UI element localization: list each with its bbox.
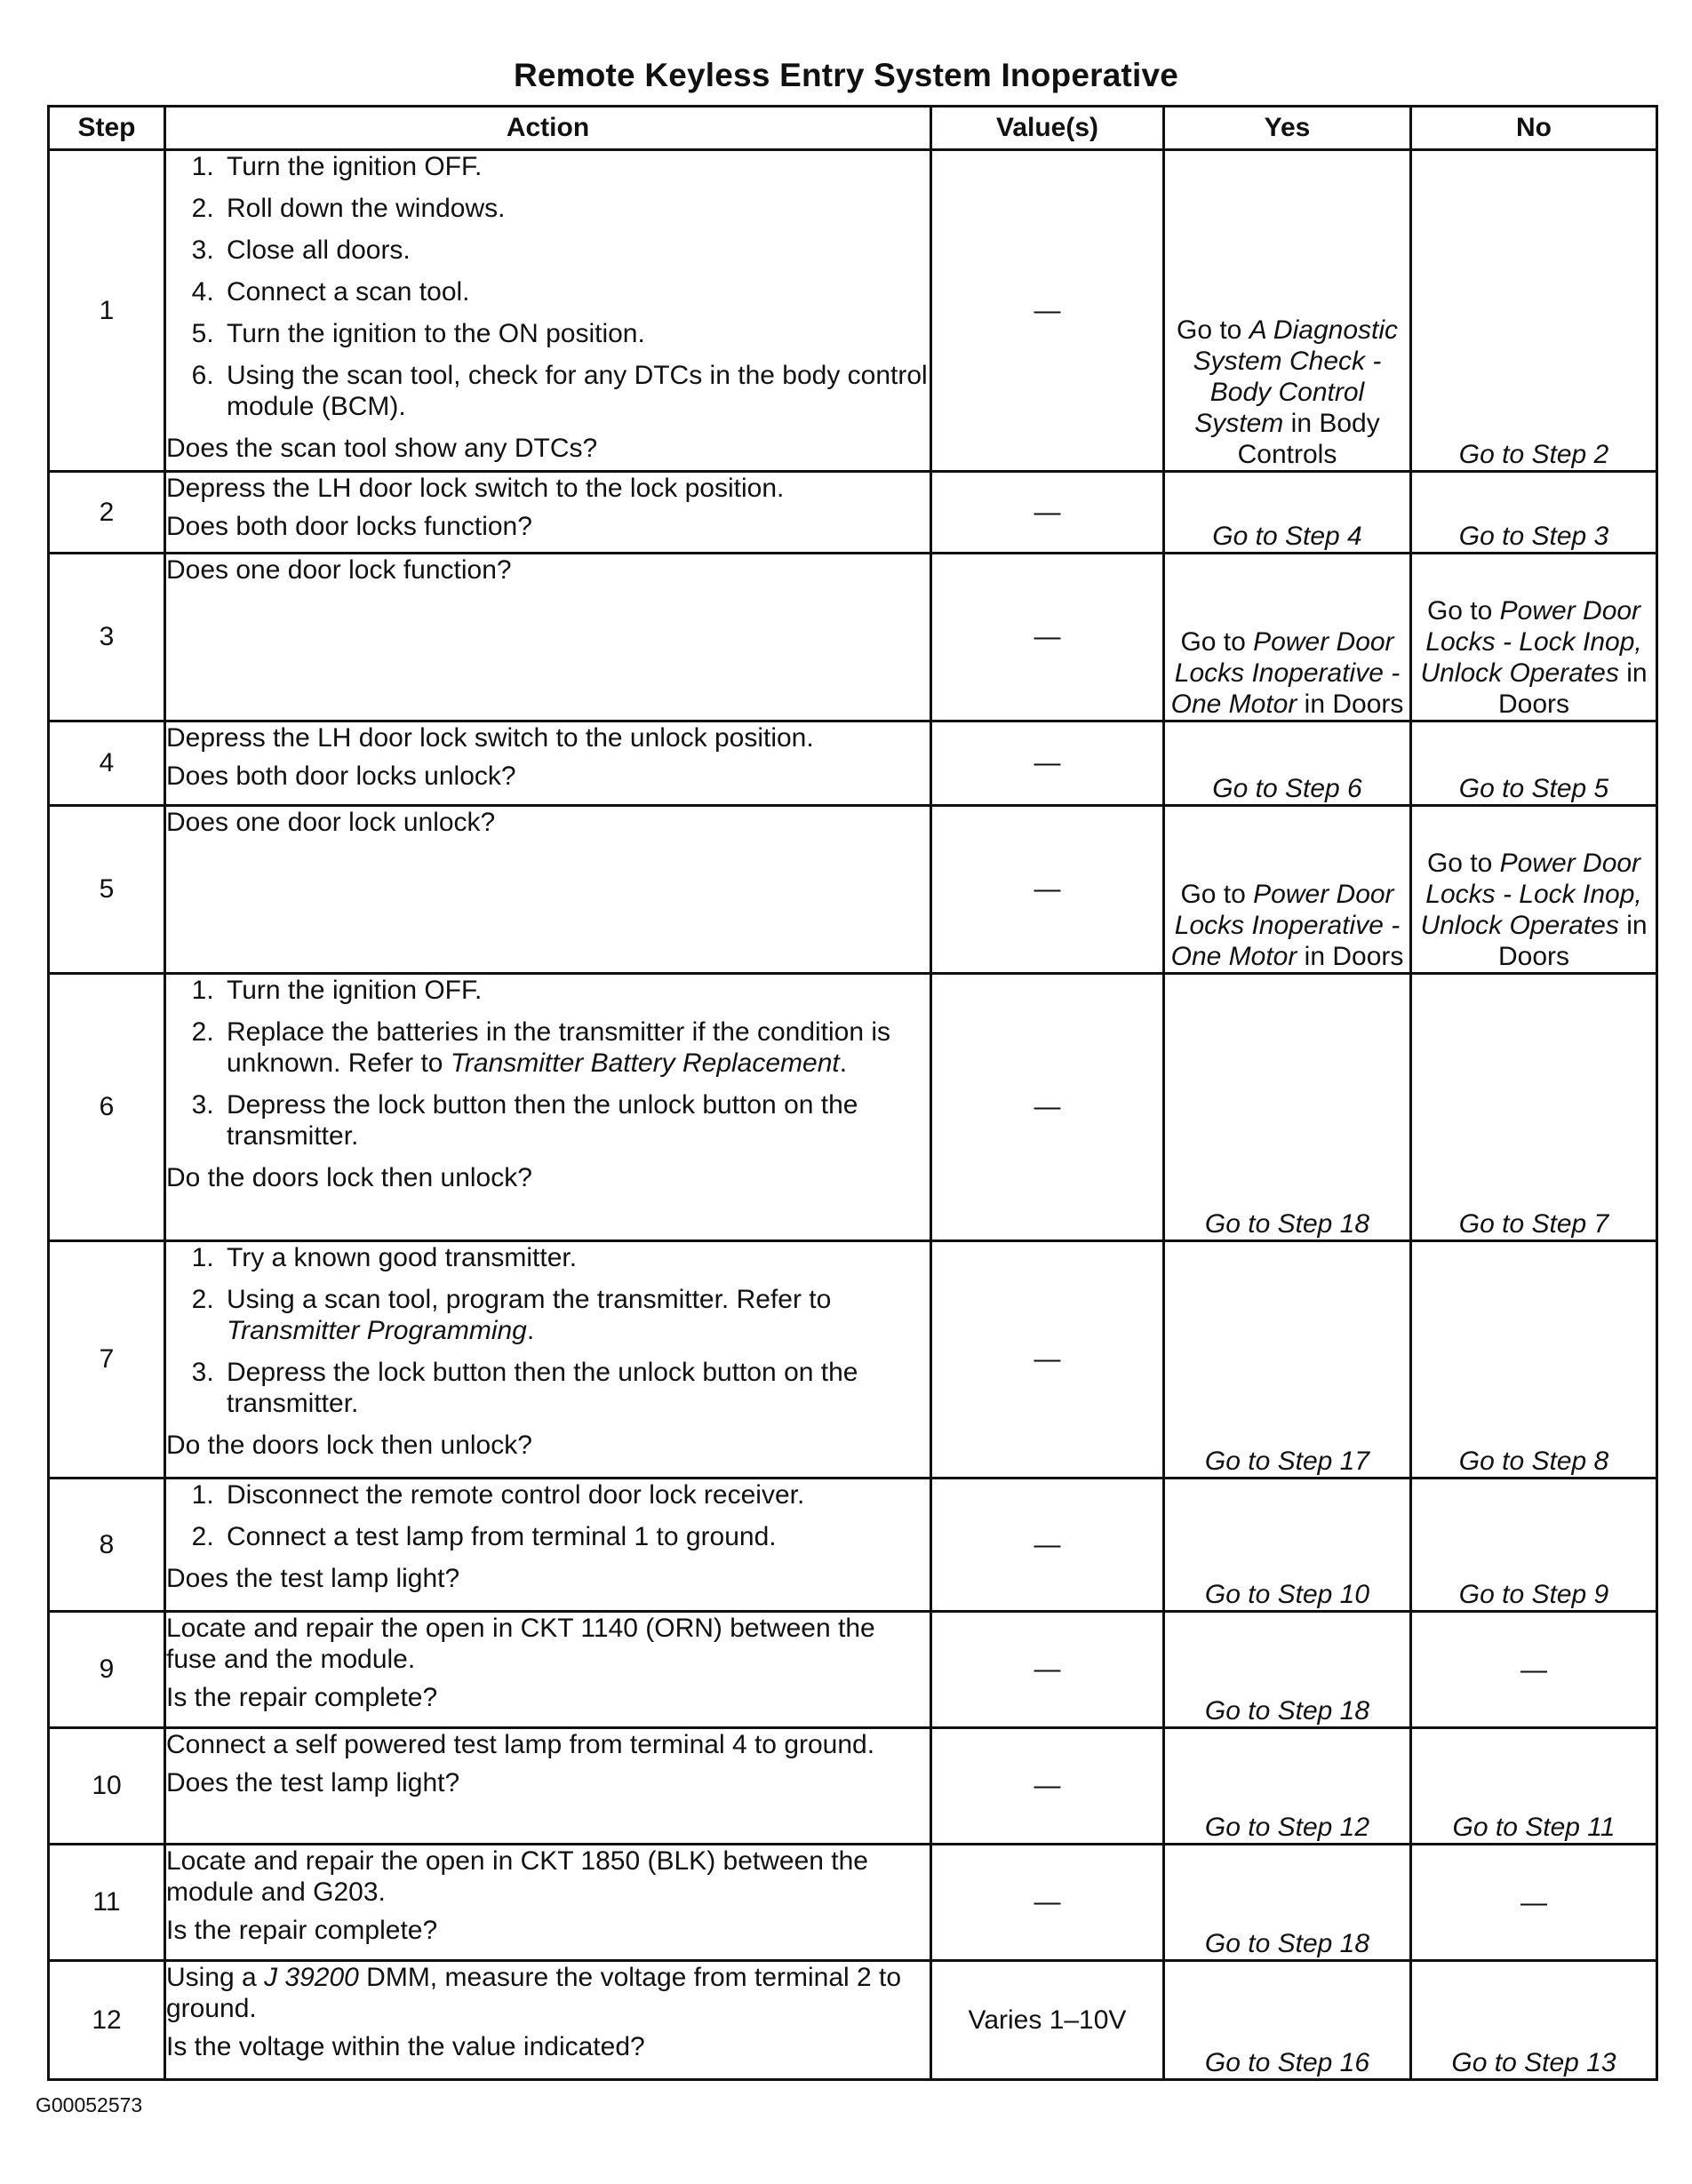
action-question: Is the repair complete? <box>166 1683 438 1712</box>
action-step: 1. Turn the ignition OFF. <box>221 975 930 1006</box>
value-cell: — <box>931 974 1164 1241</box>
action-step: 6. Using the scan tool, check for any DTCs in the body control module (BCM). <box>221 360 930 422</box>
step-number: 2 <box>49 472 165 554</box>
action-text: Depress the LH door lock switch to the lock position. <box>166 474 785 503</box>
table-row <box>49 721 1657 806</box>
action-cell <box>165 1612 931 1728</box>
no-cell: Go to Power Door Locks - Lock Inop, Unlock Operates in Doors <box>1411 554 1657 721</box>
action-cell <box>165 554 931 721</box>
value-cell: — <box>931 1728 1164 1845</box>
action-steps <box>166 1242 930 1419</box>
action-cell <box>165 150 931 472</box>
action-question: Is the voltage within the value indicated? <box>166 2032 645 2061</box>
action-cell <box>165 1845 931 1961</box>
action-step: 1. Try a known good transmitter. <box>221 1242 930 1273</box>
yes-cell: Go to Step 18 <box>1164 1612 1411 1728</box>
action-step: 2. Roll down the windows. <box>221 193 930 224</box>
no-cell: Go to Power Door Locks - Lock Inop, Unlock Operates in Doors <box>1411 806 1657 974</box>
step-number: 12 <box>49 1961 165 2080</box>
action-text: Locate and repair the open in CKT 1140 (ORN) between the fuse and the module. <box>166 1614 875 1674</box>
value-cell: — <box>931 554 1164 721</box>
no-cell: Go to Step 3 <box>1411 472 1657 554</box>
step-number: 7 <box>49 1241 165 1479</box>
action-step: 3. Depress the lock button then the unlock button on the transmitter. <box>221 1089 930 1152</box>
action-steps <box>166 975 930 1152</box>
header-action: Action <box>165 107 931 150</box>
step-number: 8 <box>49 1479 165 1612</box>
value-cell: — <box>931 806 1164 974</box>
value-cell: — <box>931 1612 1164 1728</box>
figure-id: G00052573 <box>36 2093 143 2116</box>
table-row <box>49 150 1657 472</box>
step-number: 4 <box>49 721 165 806</box>
value-cell: — <box>931 472 1164 554</box>
header-yes: Yes <box>1164 107 1411 150</box>
action-question: Do the doors lock then unlock? <box>166 1431 532 1460</box>
action-cell <box>165 721 931 806</box>
value-cell: — <box>931 150 1164 472</box>
page-title: Remote Keyless Entry System Inoperative <box>513 57 1179 93</box>
action-question: Does both door locks function? <box>166 512 532 541</box>
action-step: 5. Turn the ignition to the ON position. <box>221 318 930 349</box>
yes-cell: Go to Step 10 <box>1164 1479 1411 1612</box>
action-step: 1. Turn the ignition OFF. <box>221 151 930 182</box>
yes-cell: Go to Step 4 <box>1164 472 1411 554</box>
yes-cell: Go to Power Door Locks Inoperative - One Motor in Doors <box>1164 554 1411 721</box>
table-row <box>49 472 1657 554</box>
table-row <box>49 974 1657 1241</box>
action-text: Depress the LH door lock switch to the unlock position. <box>166 723 814 753</box>
no-cell: Go to Step 11 <box>1411 1728 1657 1845</box>
value-cell: — <box>931 1845 1164 1961</box>
yes-cell: Go to Step 12 <box>1164 1728 1411 1845</box>
step-number: 11 <box>49 1845 165 1961</box>
yes-cell: Go to Step 17 <box>1164 1241 1411 1479</box>
table-row <box>49 1241 1657 1479</box>
action-question: Do the doors lock then unlock? <box>166 1163 532 1192</box>
step-number: 10 <box>49 1728 165 1845</box>
header-step: Step <box>49 107 165 150</box>
no-cell: Go to Step 9 <box>1411 1479 1657 1612</box>
action-question: Does one door lock function? <box>166 555 512 585</box>
table-row <box>49 1479 1657 1612</box>
no-cell: Go to Step 7 <box>1411 974 1657 1241</box>
value-cell: — <box>931 721 1164 806</box>
value-cell: Varies 1–10V <box>931 1961 1164 2080</box>
no-cell: — <box>1411 1612 1657 1728</box>
action-step: 3. Close all doors. <box>221 235 930 266</box>
action-steps <box>166 151 930 422</box>
action-step: 1. Disconnect the remote control door lock receiver. <box>221 1479 930 1510</box>
action-question: Does the scan tool show any DTCs? <box>166 434 598 463</box>
action-cell <box>165 1961 931 2080</box>
table-row <box>49 554 1657 721</box>
step-number: 9 <box>49 1612 165 1728</box>
table-row <box>49 1612 1657 1728</box>
action-question: Does the test lamp light? <box>166 1564 460 1593</box>
action-step: 3. Depress the lock button then the unlock button on the transmitter. <box>221 1357 930 1419</box>
no-cell: — <box>1411 1845 1657 1961</box>
step-number: 5 <box>49 806 165 974</box>
action-question: Does one door lock unlock? <box>166 808 496 837</box>
action-question: Is the repair complete? <box>166 1916 438 1945</box>
action-cell <box>165 806 931 974</box>
yes-cell: Go to Step 18 <box>1164 974 1411 1241</box>
yes-cell: Go to A Diagnostic System Check - Body Control System in Body Controls <box>1164 150 1411 472</box>
yes-cell: Go to Step 16 <box>1164 1961 1411 2080</box>
action-text: Using a J 39200 DMM, measure the voltage from terminal 2 to ground. <box>166 1963 902 2023</box>
action-question: Does both door locks unlock? <box>166 761 516 791</box>
header-no: No <box>1411 107 1657 150</box>
action-cell <box>165 1241 931 1479</box>
action-cell <box>165 472 931 554</box>
action-steps <box>166 1479 930 1552</box>
table-header-row <box>49 107 1657 150</box>
step-number: 1 <box>49 150 165 472</box>
value-cell: — <box>931 1241 1164 1479</box>
no-cell: Go to Step 13 <box>1411 1961 1657 2080</box>
action-step: 2. Replace the batteries in the transmitter if the condition is unknown. Refer to Transmitter Battery Replacement. <box>221 1016 930 1079</box>
no-cell: Go to Step 5 <box>1411 721 1657 806</box>
no-cell: Go to Step 8 <box>1411 1241 1657 1479</box>
table-row <box>49 1845 1657 1961</box>
table-row <box>49 1961 1657 2080</box>
yes-cell: Go to Step 18 <box>1164 1845 1411 1961</box>
action-step: 2. Connect a test lamp from terminal 1 to ground. <box>221 1521 930 1552</box>
header-values: Value(s) <box>931 107 1164 150</box>
no-cell: Go to Step 2 <box>1411 150 1657 472</box>
action-cell <box>165 1728 931 1845</box>
action-text: Connect a self powered test lamp from terminal 4 to ground. <box>166 1730 875 1759</box>
yes-cell: Go to Step 6 <box>1164 721 1411 806</box>
action-step: 4. Connect a scan tool. <box>221 276 930 307</box>
action-step: 2. Using a scan tool, program the transmitter. Refer to Transmitter Programming. <box>221 1284 930 1346</box>
step-number: 3 <box>49 554 165 721</box>
yes-cell: Go to Power Door Locks Inoperative - One Motor in Doors <box>1164 806 1411 974</box>
action-text: Locate and repair the open in CKT 1850 (BLK) between the module and G203. <box>166 1846 868 1907</box>
action-cell <box>165 1479 931 1612</box>
value-cell: — <box>931 1479 1164 1612</box>
action-question: Does the test lamp light? <box>166 1768 460 1797</box>
table-row <box>49 1728 1657 1845</box>
step-number: 6 <box>49 974 165 1241</box>
diagnostic-table <box>47 105 1658 2081</box>
action-cell <box>165 974 931 1241</box>
table-row <box>49 806 1657 974</box>
